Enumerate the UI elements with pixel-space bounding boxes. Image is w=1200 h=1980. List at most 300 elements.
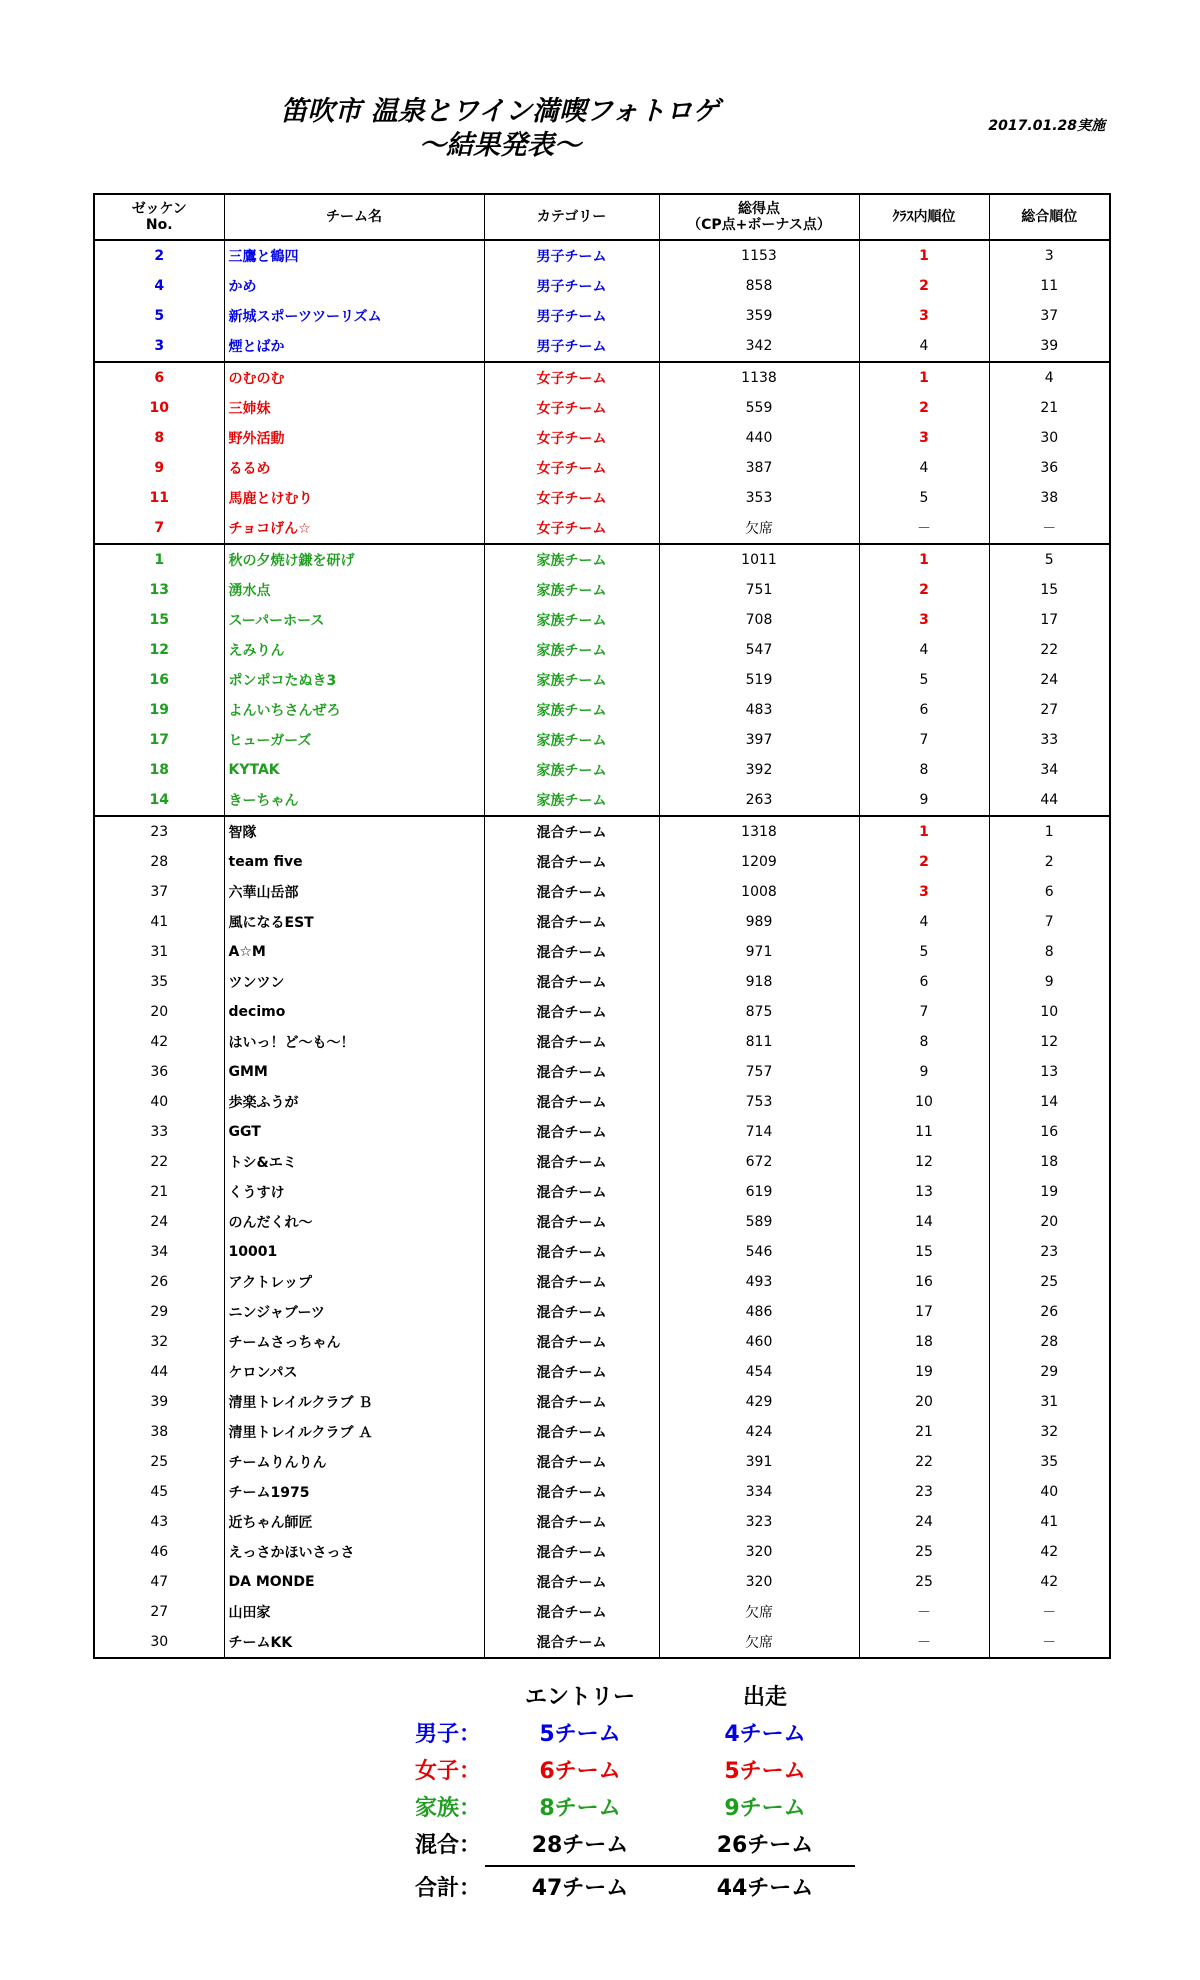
score-cell: 486: [659, 1297, 859, 1327]
score-cell: 757: [659, 1057, 859, 1087]
table-row: [94, 240, 1110, 271]
team-name-cell: ヒューガーズ: [224, 725, 484, 755]
table-row: [94, 967, 1110, 997]
team-name-cell: 馬鹿とけむり: [224, 483, 484, 513]
team-name-cell: のむのむ: [224, 362, 484, 393]
overall-rank-cell: 6: [989, 877, 1110, 907]
bib-cell: 20: [94, 997, 224, 1027]
overall-rank-cell: 25: [989, 1267, 1110, 1297]
category-cell: 男子チーム: [484, 331, 659, 362]
category-cell: 混合チーム: [484, 1507, 659, 1537]
bib-cell: 15: [94, 605, 224, 635]
team-name-cell: DA MONDE: [224, 1567, 484, 1597]
overall-rank-cell: 30: [989, 423, 1110, 453]
class-rank-cell: 3: [859, 423, 989, 453]
score-cell: 708: [659, 605, 859, 635]
overall-rank-cell: 29: [989, 1357, 1110, 1387]
table-row: [94, 1327, 1110, 1357]
category-cell: 混合チーム: [484, 1207, 659, 1237]
team-name-cell: 智隊: [224, 816, 484, 847]
bib-cell: 12: [94, 635, 224, 665]
class-rank-cell: 18: [859, 1327, 989, 1357]
summary-start: 5チーム: [724, 1759, 806, 1784]
score-cell: 1008: [659, 877, 859, 907]
overall-rank-cell: 24: [989, 665, 1110, 695]
summary-total-start: 44チーム: [716, 1876, 814, 1901]
class-rank-cell: 10: [859, 1087, 989, 1117]
table-row: [94, 847, 1110, 877]
class-rank-cell: 11: [859, 1117, 989, 1147]
results-table: [93, 193, 1111, 1659]
category-cell: 家族チーム: [484, 785, 659, 816]
bib-cell: 31: [94, 937, 224, 967]
score-cell: 欠席: [659, 1597, 859, 1627]
bib-cell: 21: [94, 1177, 224, 1207]
category-cell: 混合チーム: [484, 1327, 659, 1357]
score-cell: 320: [659, 1537, 859, 1567]
overall-rank-cell: 38: [989, 483, 1110, 513]
team-name-cell: ケロンパス: [224, 1357, 484, 1387]
bib-cell: 33: [94, 1117, 224, 1147]
team-name-cell: のんだくれ～: [224, 1207, 484, 1237]
summary-total-entry: 47チーム: [531, 1876, 629, 1901]
category-cell: 家族チーム: [484, 605, 659, 635]
class-rank-cell: 21: [859, 1417, 989, 1447]
score-cell: 1318: [659, 816, 859, 847]
category-cell: 混合チーム: [484, 1177, 659, 1207]
score-cell: 454: [659, 1357, 859, 1387]
table-row: [94, 1537, 1110, 1567]
table-row: [94, 755, 1110, 785]
category-cell: 家族チーム: [484, 725, 659, 755]
team-name-cell: スーパーホース: [224, 605, 484, 635]
summary-entry: 6チーム: [539, 1759, 621, 1784]
table-row: [94, 1237, 1110, 1267]
team-name-cell: ツンツン: [224, 967, 484, 997]
overall-rank-cell: 17: [989, 605, 1110, 635]
class-rank-cell: 24: [859, 1507, 989, 1537]
overall-rank-cell: 35: [989, 1447, 1110, 1477]
table-row: [94, 997, 1110, 1027]
score-cell: 971: [659, 937, 859, 967]
score-cell: 753: [659, 1087, 859, 1117]
table-row: [94, 1207, 1110, 1237]
header-team: チーム名: [224, 194, 484, 240]
score-cell: 714: [659, 1117, 859, 1147]
table-row: [94, 513, 1110, 544]
bib-cell: 26: [94, 1267, 224, 1297]
bib-cell: 5: [94, 301, 224, 331]
category-cell: 混合チーム: [484, 907, 659, 937]
overall-rank-cell: 3: [989, 240, 1110, 271]
bib-cell: 36: [94, 1057, 224, 1087]
summary-start: 9チーム: [724, 1796, 806, 1821]
score-cell: 875: [659, 997, 859, 1027]
bib-cell: 4: [94, 271, 224, 301]
overall-rank-cell: 21: [989, 393, 1110, 423]
overall-rank-cell: 4: [989, 362, 1110, 393]
bib-cell: 25: [94, 1447, 224, 1477]
bib-cell: 45: [94, 1477, 224, 1507]
class-rank-cell: 3: [859, 301, 989, 331]
summary-label: 男子：: [415, 1722, 482, 1747]
bib-cell: 37: [94, 877, 224, 907]
bib-cell: 39: [94, 1387, 224, 1417]
score-cell: 751: [659, 575, 859, 605]
header-bib: [94, 194, 224, 240]
team-name-cell: 新城スポーツツーリズム: [224, 301, 484, 331]
class-rank-cell: 15: [859, 1237, 989, 1267]
category-cell: 家族チーム: [484, 575, 659, 605]
title-line-1: 笛吹市 温泉とワイン満喫フォトロゲ: [280, 96, 720, 127]
class-rank-cell: 2: [859, 575, 989, 605]
class-rank-cell: 1: [859, 362, 989, 393]
score-cell: 359: [659, 301, 859, 331]
table-row: [94, 1057, 1110, 1087]
score-cell: 672: [659, 1147, 859, 1177]
class-rank-cell: 1: [859, 816, 989, 847]
table-row: [94, 393, 1110, 423]
team-name-cell: 清里トレイルクラブ Ａ: [224, 1417, 484, 1447]
overall-rank-cell: 5: [989, 544, 1110, 575]
overall-rank-cell: 27: [989, 695, 1110, 725]
bib-cell: 46: [94, 1537, 224, 1567]
category-cell: 男子チーム: [484, 271, 659, 301]
team-name-cell: かめ: [224, 271, 484, 301]
category-cell: 家族チーム: [484, 665, 659, 695]
team-name-cell: 山田家: [224, 1597, 484, 1627]
overall-rank-cell: 31: [989, 1387, 1110, 1417]
bib-cell: 27: [94, 1597, 224, 1627]
score-cell: 546: [659, 1237, 859, 1267]
bib-cell: 8: [94, 423, 224, 453]
score-cell: 493: [659, 1267, 859, 1297]
table-row: [94, 1147, 1110, 1177]
score-cell: 460: [659, 1327, 859, 1357]
table-row: [94, 1357, 1110, 1387]
category-cell: 混合チーム: [484, 816, 659, 847]
table-row: [94, 423, 1110, 453]
summary-label: 家族：: [415, 1796, 482, 1821]
category-cell: 家族チーム: [484, 695, 659, 725]
bib-cell: 9: [94, 453, 224, 483]
table-row: [94, 1567, 1110, 1597]
team-name-cell: GMM: [224, 1057, 484, 1087]
table-row: [94, 1507, 1110, 1537]
score-cell: 918: [659, 967, 859, 997]
bib-cell: 22: [94, 1147, 224, 1177]
summary-row: [400, 1828, 880, 1865]
bib-cell: 19: [94, 695, 224, 725]
table-row: [94, 695, 1110, 725]
score-cell: 欠席: [659, 513, 859, 544]
category-cell: 女子チーム: [484, 393, 659, 423]
category-cell: 混合チーム: [484, 1117, 659, 1147]
team-name-cell: チームKK: [224, 1627, 484, 1658]
score-cell: 353: [659, 483, 859, 513]
bib-cell: 1: [94, 544, 224, 575]
category-cell: 混合チーム: [484, 1237, 659, 1267]
team-name-cell: るるめ: [224, 453, 484, 483]
table-row: [94, 1087, 1110, 1117]
team-name-cell: KYTAK: [224, 755, 484, 785]
class-rank-cell: 17: [859, 1297, 989, 1327]
category-cell: 男子チーム: [484, 301, 659, 331]
team-name-cell: 歩楽ふうが: [224, 1087, 484, 1117]
team-name-cell: よんいちさんぜろ: [224, 695, 484, 725]
team-name-cell: はいっ！ど～も～！: [224, 1027, 484, 1057]
category-cell: 混合チーム: [484, 1357, 659, 1387]
category-cell: 混合チーム: [484, 1297, 659, 1327]
team-name-cell: えっさかほいさっさ: [224, 1537, 484, 1567]
table-row: [94, 877, 1110, 907]
summary-row: [400, 1754, 880, 1791]
class-rank-cell: －: [859, 1627, 989, 1658]
score-cell: 424: [659, 1417, 859, 1447]
class-rank-cell: 3: [859, 605, 989, 635]
team-name-cell: team five: [224, 847, 484, 877]
class-rank-cell: 20: [859, 1387, 989, 1417]
overall-rank-cell: －: [989, 1627, 1110, 1658]
overall-rank-cell: 14: [989, 1087, 1110, 1117]
score-cell: 387: [659, 453, 859, 483]
category-cell: 混合チーム: [484, 1537, 659, 1567]
bib-cell: 43: [94, 1507, 224, 1537]
overall-rank-cell: 9: [989, 967, 1110, 997]
bib-cell: 16: [94, 665, 224, 695]
class-rank-cell: －: [859, 1597, 989, 1627]
table-row: [94, 1447, 1110, 1477]
team-name-cell: きーちゃん: [224, 785, 484, 816]
team-name-cell: チョコげん☆: [224, 513, 484, 544]
bib-cell: 44: [94, 1357, 224, 1387]
table-row: [94, 1477, 1110, 1507]
team-name-cell: えみりん: [224, 635, 484, 665]
category-cell: 女子チーム: [484, 483, 659, 513]
score-cell: 858: [659, 271, 859, 301]
overall-rank-cell: －: [989, 1597, 1110, 1627]
category-cell: 家族チーム: [484, 544, 659, 575]
overall-rank-cell: 15: [989, 575, 1110, 605]
class-rank-cell: 8: [859, 1027, 989, 1057]
score-cell: 320: [659, 1567, 859, 1597]
category-cell: 家族チーム: [484, 755, 659, 785]
team-name-cell: アクトレップ: [224, 1267, 484, 1297]
class-rank-cell: 14: [859, 1207, 989, 1237]
bib-cell: 42: [94, 1027, 224, 1057]
overall-rank-cell: 11: [989, 271, 1110, 301]
class-rank-cell: 5: [859, 483, 989, 513]
team-name-cell: 六華山岳部: [224, 877, 484, 907]
table-row: [94, 544, 1110, 575]
header-score-line2: （CP点+ボーナス点）: [687, 217, 831, 233]
category-cell: 混合チーム: [484, 1057, 659, 1087]
table-row: [94, 907, 1110, 937]
bib-cell: 13: [94, 575, 224, 605]
score-cell: 263: [659, 785, 859, 816]
table-row: [94, 453, 1110, 483]
bib-cell: 7: [94, 513, 224, 544]
team-name-cell: チーム1975: [224, 1477, 484, 1507]
overall-rank-cell: 32: [989, 1417, 1110, 1447]
category-cell: 女子チーム: [484, 453, 659, 483]
class-rank-cell: 25: [859, 1537, 989, 1567]
summary-rows: [400, 1717, 880, 1865]
class-rank-cell: 4: [859, 453, 989, 483]
overall-rank-cell: 8: [989, 937, 1110, 967]
title-line-2: ～結果発表～: [419, 130, 581, 161]
table-row: [94, 271, 1110, 301]
score-cell: 1209: [659, 847, 859, 877]
category-cell: 混合チーム: [484, 1087, 659, 1117]
header-score: [659, 194, 859, 240]
team-name-cell: 10001: [224, 1237, 484, 1267]
overall-rank-cell: 34: [989, 755, 1110, 785]
category-cell: 混合チーム: [484, 997, 659, 1027]
category-cell: 混合チーム: [484, 1027, 659, 1057]
overall-rank-cell: 18: [989, 1147, 1110, 1177]
overall-rank-cell: 12: [989, 1027, 1110, 1057]
summary-row: [400, 1791, 880, 1828]
bib-cell: 3: [94, 331, 224, 362]
summary-col-start: 出走: [742, 1685, 787, 1710]
header-score-line1: 総得点: [738, 201, 780, 217]
category-cell: 混合チーム: [484, 1267, 659, 1297]
category-cell: 混合チーム: [484, 1387, 659, 1417]
class-rank-cell: 19: [859, 1357, 989, 1387]
class-rank-cell: 3: [859, 877, 989, 907]
table-row: [94, 1387, 1110, 1417]
header-overall-rank: 総合順位: [989, 194, 1110, 240]
score-cell: 397: [659, 725, 859, 755]
overall-rank-cell: 1: [989, 816, 1110, 847]
table-row: [94, 301, 1110, 331]
table-row: [94, 1297, 1110, 1327]
bib-cell: 35: [94, 967, 224, 997]
overall-rank-cell: 39: [989, 331, 1110, 362]
bib-cell: 40: [94, 1087, 224, 1117]
class-rank-cell: 5: [859, 665, 989, 695]
score-cell: 1011: [659, 544, 859, 575]
table-row: [94, 635, 1110, 665]
score-cell: 547: [659, 635, 859, 665]
bib-cell: 17: [94, 725, 224, 755]
bib-cell: 38: [94, 1417, 224, 1447]
category-cell: 混合チーム: [484, 1147, 659, 1177]
category-cell: 混合チーム: [484, 877, 659, 907]
summary-header-row: [400, 1680, 880, 1717]
overall-rank-cell: 19: [989, 1177, 1110, 1207]
category-cell: 混合チーム: [484, 967, 659, 997]
class-rank-cell: 9: [859, 785, 989, 816]
bib-cell: 28: [94, 847, 224, 877]
class-rank-cell: 8: [859, 755, 989, 785]
category-cell: 女子チーム: [484, 362, 659, 393]
score-cell: 1138: [659, 362, 859, 393]
bib-cell: 24: [94, 1207, 224, 1237]
team-name-cell: チームさっちゃん: [224, 1327, 484, 1357]
category-cell: 混合チーム: [484, 847, 659, 877]
score-cell: 323: [659, 1507, 859, 1537]
class-rank-cell: 12: [859, 1147, 989, 1177]
table-row: [94, 1177, 1110, 1207]
class-rank-cell: 6: [859, 967, 989, 997]
category-cell: 家族チーム: [484, 635, 659, 665]
summary-row: [400, 1717, 880, 1754]
page-title: [190, 95, 810, 163]
overall-rank-cell: 22: [989, 635, 1110, 665]
summary-col-entry: エントリー: [524, 1685, 635, 1710]
team-name-cell: 清里トレイルクラブ Ｂ: [224, 1387, 484, 1417]
table-row: [94, 1027, 1110, 1057]
overall-rank-cell: 40: [989, 1477, 1110, 1507]
category-cell: 女子チーム: [484, 423, 659, 453]
class-rank-cell: 6: [859, 695, 989, 725]
team-name-cell: チームりんりん: [224, 1447, 484, 1477]
table-row: [94, 937, 1110, 967]
table-row: [94, 1597, 1110, 1627]
class-rank-cell: 23: [859, 1477, 989, 1507]
overall-rank-cell: 28: [989, 1327, 1110, 1357]
class-rank-cell: 7: [859, 997, 989, 1027]
class-rank-cell: －: [859, 513, 989, 544]
summary-label: 女子：: [415, 1759, 482, 1784]
event-date: 2017.01.28実施: [988, 118, 1105, 134]
team-name-cell: 野外活動: [224, 423, 484, 453]
score-cell: 483: [659, 695, 859, 725]
score-cell: 334: [659, 1477, 859, 1507]
category-cell: 混合チーム: [484, 937, 659, 967]
table-row: [94, 665, 1110, 695]
class-rank-cell: 4: [859, 331, 989, 362]
score-cell: 440: [659, 423, 859, 453]
bib-cell: 30: [94, 1627, 224, 1658]
overall-rank-cell: 44: [989, 785, 1110, 816]
overall-rank-cell: 33: [989, 725, 1110, 755]
overall-rank-cell: 42: [989, 1567, 1110, 1597]
team-name-cell: ニンジャブーツ: [224, 1297, 484, 1327]
header-category: カテゴリー: [484, 194, 659, 240]
score-cell: 429: [659, 1387, 859, 1417]
category-cell: 男子チーム: [484, 240, 659, 271]
team-name-cell: 三鷹と鶴四: [224, 240, 484, 271]
overall-rank-cell: 41: [989, 1507, 1110, 1537]
class-rank-cell: 2: [859, 393, 989, 423]
summary-total-label: 合計：: [415, 1876, 482, 1901]
score-cell: 391: [659, 1447, 859, 1477]
overall-rank-cell: 26: [989, 1297, 1110, 1327]
team-name-cell: 三姉妹: [224, 393, 484, 423]
bib-cell: 47: [94, 1567, 224, 1597]
team-name-cell: くうすけ: [224, 1177, 484, 1207]
overall-rank-cell: －: [989, 513, 1110, 544]
score-cell: 989: [659, 907, 859, 937]
category-cell: 混合チーム: [484, 1417, 659, 1447]
score-cell: 519: [659, 665, 859, 695]
team-name-cell: 煙とばか: [224, 331, 484, 362]
bib-cell: 14: [94, 785, 224, 816]
overall-rank-cell: 2: [989, 847, 1110, 877]
team-name-cell: トシ&エミ: [224, 1147, 484, 1177]
summary-entry: 5チーム: [539, 1722, 621, 1747]
summary-label: 混合：: [415, 1833, 482, 1858]
class-rank-cell: 9: [859, 1057, 989, 1087]
score-cell: 559: [659, 393, 859, 423]
score-cell: 619: [659, 1177, 859, 1207]
bib-cell: 29: [94, 1297, 224, 1327]
summary-start: 4チーム: [724, 1722, 806, 1747]
overall-rank-cell: 13: [989, 1057, 1110, 1087]
